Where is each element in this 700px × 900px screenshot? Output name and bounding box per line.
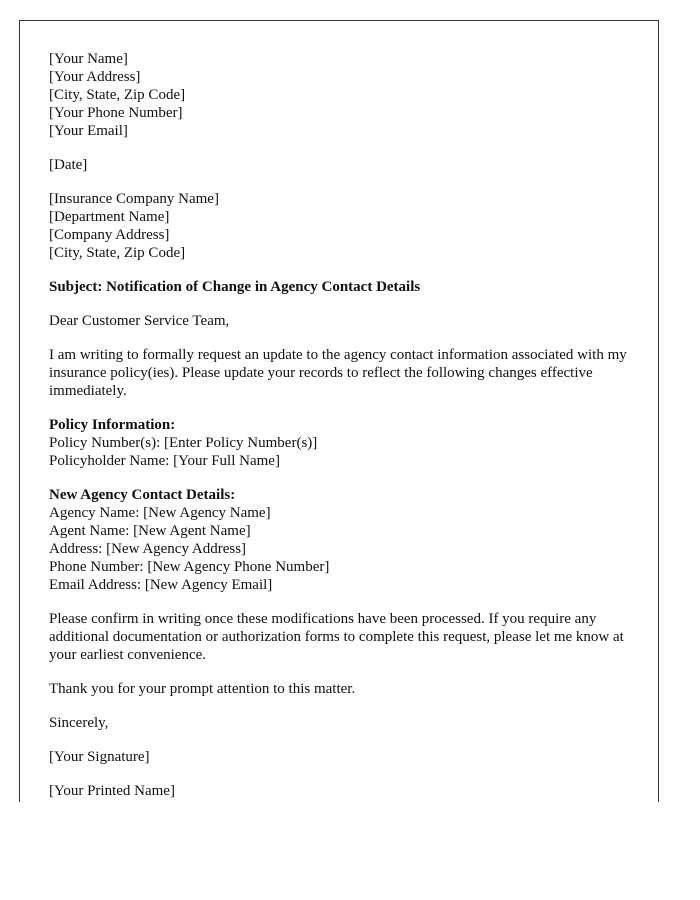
intro-paragraph: I am writing to formally request an update to the agency contact information associated with my insurance policy(ies). Please update your records to reflect the following changes effective immediately. [49,347,627,399]
recipient-city: [City, State, Zip Code] [49,245,186,261]
subject-line: Subject: Notification of Change in Agency Contact Details [49,279,421,295]
thanks-paragraph: Thank you for your prompt attention to this matter. [49,681,356,697]
confirm-paragraph: Please confirm in writing once these modifications have been processed. If you require any additional documentation or authorization forms to complete this request, please let me know at your earliest convenience. [49,611,624,663]
salutation: Dear Customer Service Team, [49,313,230,329]
recipient-block [49,190,630,262]
closing: Sincerely, [49,715,109,731]
sender-phone: [Your Phone Number] [49,105,183,121]
agent-name: Agent Name: [New Agent Name] [49,523,251,539]
recipient-department: [Department Name] [49,209,170,225]
policy-info-block [49,416,630,470]
sender-name: [Your Name] [49,51,128,67]
policy-info-heading: Policy Information: [49,417,176,433]
agency-details-heading: New Agency Contact Details: [49,487,236,503]
agency-email: Email Address: [New Agency Email] [49,577,273,593]
sender-address: [Your Address] [49,69,141,85]
letter-page [19,20,659,802]
date: [Date] [49,157,88,173]
agency-phone: Phone Number: [New Agency Phone Number] [49,559,330,575]
sender-city: [City, State, Zip Code] [49,87,186,103]
agency-name: Agency Name: [New Agency Name] [49,505,271,521]
agency-details-block [49,486,630,594]
agency-address: Address: [New Agency Address] [49,541,247,557]
recipient-address: [Company Address] [49,227,170,243]
policyholder-name: Policyholder Name: [Your Full Name] [49,453,280,469]
sender-email: [Your Email] [49,123,128,139]
printed-name: [Your Printed Name] [49,783,175,799]
recipient-company: [Insurance Company Name] [49,191,219,207]
signature: [Your Signature] [49,749,150,765]
policy-number: Policy Number(s): [Enter Policy Number(s)] [49,435,318,451]
sender-block [49,50,630,140]
